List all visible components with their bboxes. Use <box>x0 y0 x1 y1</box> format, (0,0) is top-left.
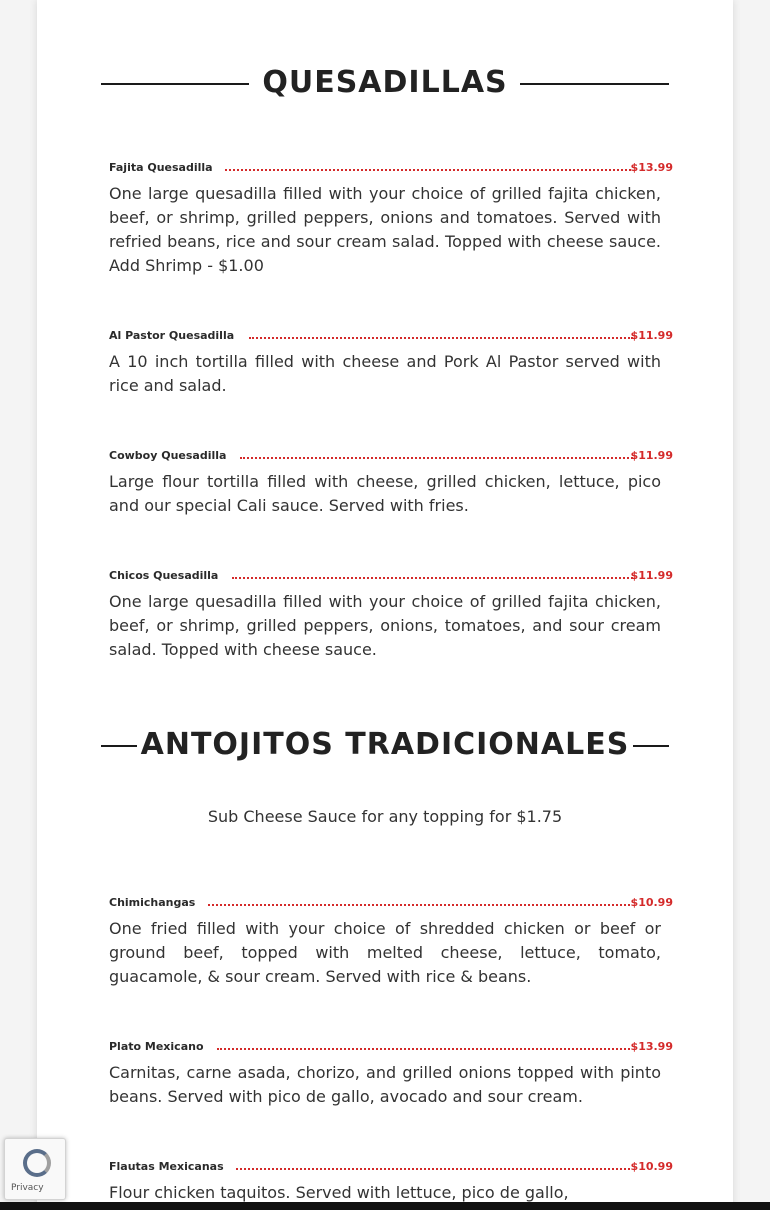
price-leader-dots <box>225 169 631 171</box>
price-leader-dots <box>249 337 633 339</box>
menu-item-name: Flautas Mexicanas <box>109 1160 224 1173</box>
section-heading-quesadillas <box>101 63 669 103</box>
menu-item-price: $11.99 <box>630 569 673 582</box>
menu-item-name: Chicos Quesadilla <box>109 569 219 582</box>
menu-item-description: Flour chicken taquitos. Served with lettuce, pico de gallo, <box>109 1183 569 1202</box>
menu-item-header <box>109 160 673 176</box>
menu-item-header <box>109 328 673 344</box>
menu-item-price: $10.99 <box>630 1160 673 1173</box>
bottom-bar <box>0 1202 770 1210</box>
price-leader-dots <box>240 457 633 459</box>
menu-item-name: Fajita Quesadilla <box>109 161 213 174</box>
menu-item-price: $13.99 <box>630 1040 673 1053</box>
menu-item-description: One large quesadilla filled with your choice of grilled fajita chicken, beef, or shrimp, grilled peppers, onions and tomatoes. Served with refried beans, rice and sour cream salad. Topped with cheese sauce. Add Shrimp - $1.00 <box>109 184 661 275</box>
menu-item-price: $11.99 <box>630 329 673 342</box>
price-leader-dots <box>208 904 630 906</box>
menu-item-name: Al Pastor Quesadilla <box>109 329 235 342</box>
section-note: Sub Cheese Sauce for any topping for $1.75 <box>207 807 563 826</box>
menu-item-price: $11.99 <box>630 449 673 462</box>
menu-item-description: A 10 inch tortilla filled with cheese and Pork Al Pastor served with rice and salad. <box>109 352 661 395</box>
menu-item-name: Plato Mexicano <box>109 1040 204 1053</box>
menu-item-header <box>109 448 673 464</box>
menu-item-name: Chimichangas <box>109 896 196 909</box>
menu-item-name: Cowboy Quesadilla <box>109 449 227 462</box>
menu-item-price: $10.99 <box>630 896 673 909</box>
menu-item-header <box>109 568 673 584</box>
menu-item-description: Carnitas, carne asada, chorizo, and grilled onions topped with pinto beans. Served with pico de gallo, avocado and sour cream. <box>109 1063 661 1106</box>
section-title: QUESADILLAS <box>262 65 508 100</box>
menu-item-header <box>109 895 673 911</box>
menu-item-description: One fried filled with your choice of shredded chicken or beef or ground beef, topped with melted cheese, lettuce, tomato, guacamole, & sour cream. Served with rice & beans. <box>109 919 661 986</box>
menu-item-price: $13.99 <box>630 161 673 174</box>
menu-item-header <box>109 1039 673 1055</box>
recaptcha-icon <box>23 1149 51 1177</box>
recaptcha-badge[interactable] <box>4 1138 66 1200</box>
menu-item-description: Large flour tortilla filled with cheese, grilled chicken, lettuce, pico and our special Cali sauce. Served with fries. <box>109 472 661 515</box>
menu-card <box>37 0 733 1210</box>
price-leader-dots <box>232 577 633 579</box>
price-leader-dots <box>217 1048 630 1050</box>
section-heading-antojitos <box>101 725 669 765</box>
recaptcha-privacy-link[interactable]: Privacy <box>11 1183 44 1193</box>
section-title: ANTOJITOS TRADICIONALES <box>140 727 630 762</box>
price-leader-dots <box>236 1168 630 1170</box>
menu-item-header <box>109 1159 673 1175</box>
menu-item-description: One large quesadilla filled with your choice of grilled fajita chicken, beef, or shrimp, grilled peppers, onions, tomatoes, and sour cream salad. Topped with cheese sauce. <box>109 592 661 659</box>
